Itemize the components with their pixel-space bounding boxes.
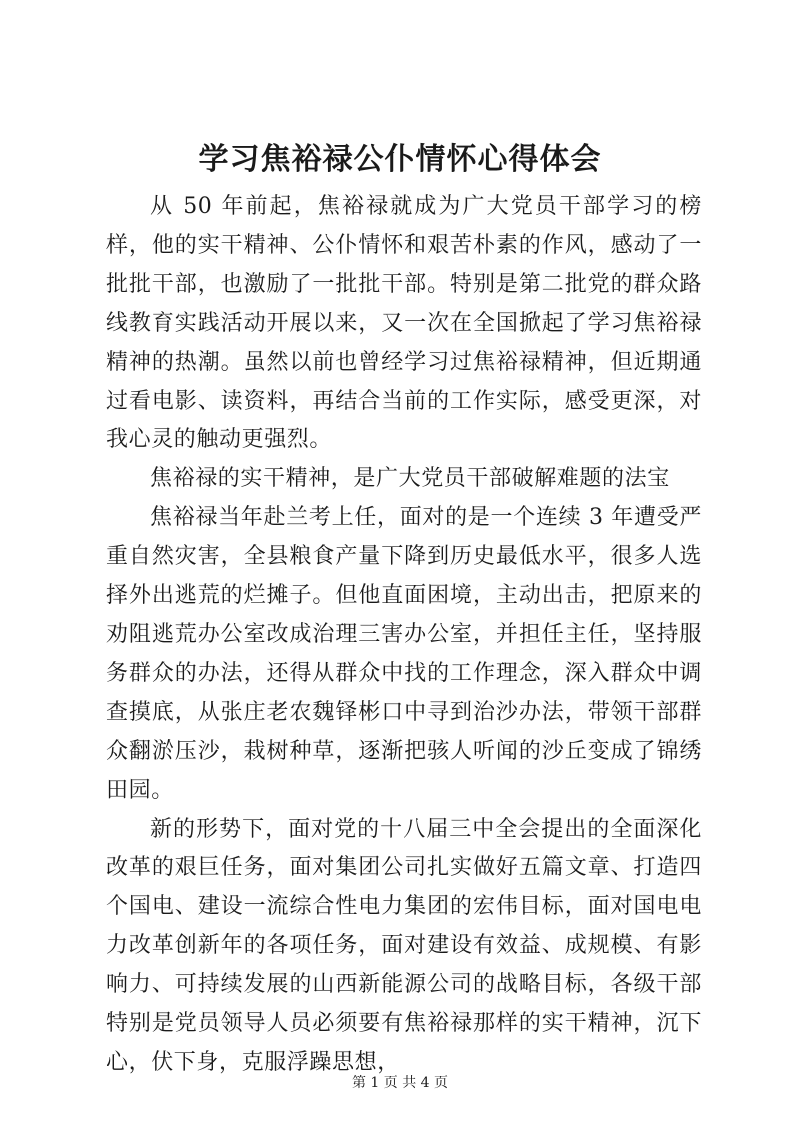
document-title: 学习焦裕禄公仆情怀心得体会 [198, 142, 602, 177]
page-footer: 第 1 页 共 4 页 [351, 1075, 449, 1091]
paragraph-heading: 焦裕禄的实干精神，是广大党员干部破解难题的法宝 [150, 466, 670, 492]
paragraph-new-situation: 新的形势下，面对党的十八届三中全会提出的全面深化改革的艰巨任务，面对集团公司扎实做好五篇文章、打造四个国电、建设一流综合性电力集团的宏伟目标，面对国电电力改革创新年的各项任务，面对建设有效益、成规模、有影响力、可持续发展的山西新能源公司的战略目标，各级干部特别是党员领导人员必须要有焦裕禄那样的实干精神，沉下心，伏下身，克服浮躁思想， [106, 816, 702, 1075]
paragraph-lankao: 焦裕禄当年赴兰考上任，面对的是一个连续 3 年遭受严重自然灾害，全县粮食产量下降到历史最低水平，很多人选择外出逃荒的烂摊子。但他直面困境，主动出击，把原来的劝阻逃荒办公室改成治理三害办公室，并担任主任，坚持服务群众的办法，还得从群众中找的工作理念，深入群众中调查摸底，从张庄老农魏铎彬口中寻到治沙办法，带领干部群众翻淤压沙，栽树种草，逐渐把骇人听闻的沙丘变成了锦绣田园。 [106, 505, 702, 803]
document-body [106, 188, 702, 1083]
paragraph-intro: 从 50 年前起，焦裕禄就成为广大党员干部学习的榜样，他的实干精神、公仆情怀和艰苦朴素的作风，感动了一批批干部，也激励了一批批干部。特别是第二批党的群众路线教育实践活动开展以来，又一次在全国掀起了学习焦裕禄精神的热潮。虽然以前也曾经学习过焦裕禄精神，但近期通过看电影、读资料，再结合当前的工作实际，感受更深，对我心灵的触动更强烈。 [106, 194, 702, 453]
